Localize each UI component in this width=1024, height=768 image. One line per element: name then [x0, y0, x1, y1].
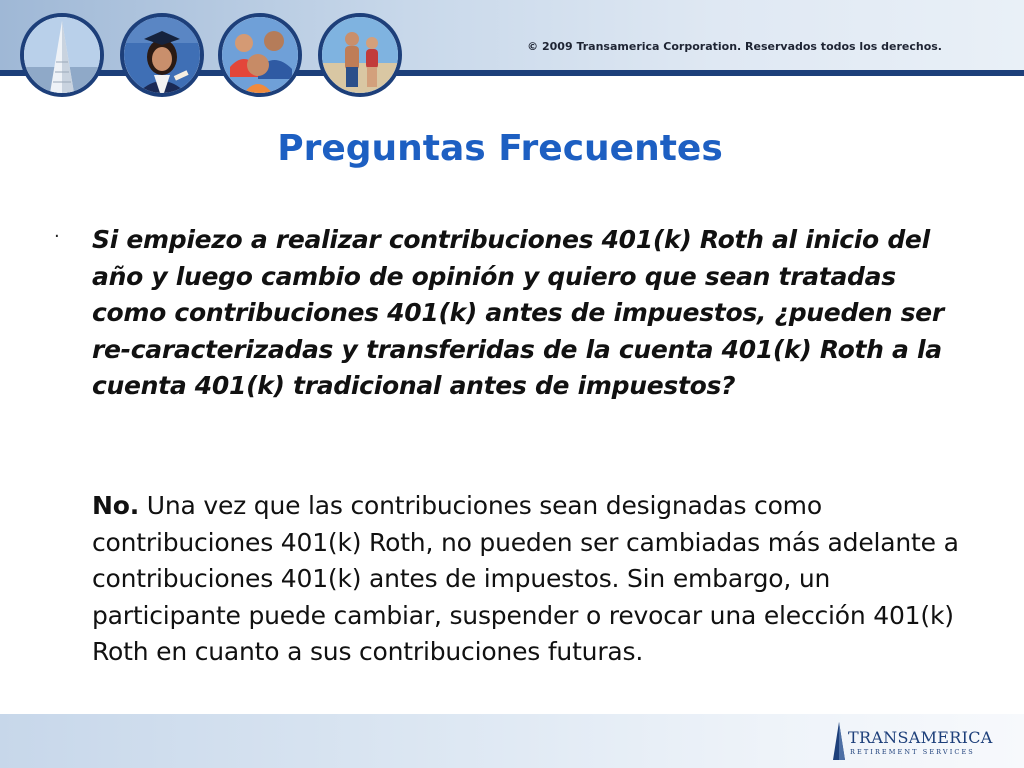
pyramid-building-photo	[20, 13, 104, 97]
answer-body: Una vez que las contribuciones sean designadas como contribuciones 401(k) Roth, no pueden ser cambiadas más adelante a contribuciones 401(k) antes de impuestos. Sin embargo, un participante puede cambiar, suspender o revocar una elección 401(k) Roth en cuanto a sus contribuciones futuras.	[92, 491, 959, 667]
faq-answer	[92, 488, 962, 671]
logo-tagline: RETIREMENT SERVICES	[850, 748, 975, 756]
faq-question: Si empiezo a realizar contribuciones 401(k) Roth al inicio del año y luego cambio de opinión y quiero que sean tratadas como contribuciones 401(k) antes de impuestos, ¿pueden ser re-caracterizadas y transferidas de la cuenta 401(k) Roth a la cuenta 401(k) tradicional antes de impuestos?	[92, 225, 944, 401]
copyright-notice: © 2009 Transamerica Corporation. Reservados todos los derechos.	[527, 40, 942, 53]
slide-title: Preguntas Frecuentes	[277, 128, 723, 169]
transamerica-logo	[832, 722, 993, 760]
family-photo	[218, 13, 302, 97]
beach-couple-photo	[318, 13, 402, 97]
pyramid-logo-icon	[832, 722, 846, 760]
logo-wordmark: TRANSAMERICA	[848, 728, 993, 747]
answer-lead: No.	[92, 491, 139, 520]
bullet-marker: ·	[54, 226, 60, 247]
graduate-photo	[120, 13, 204, 97]
